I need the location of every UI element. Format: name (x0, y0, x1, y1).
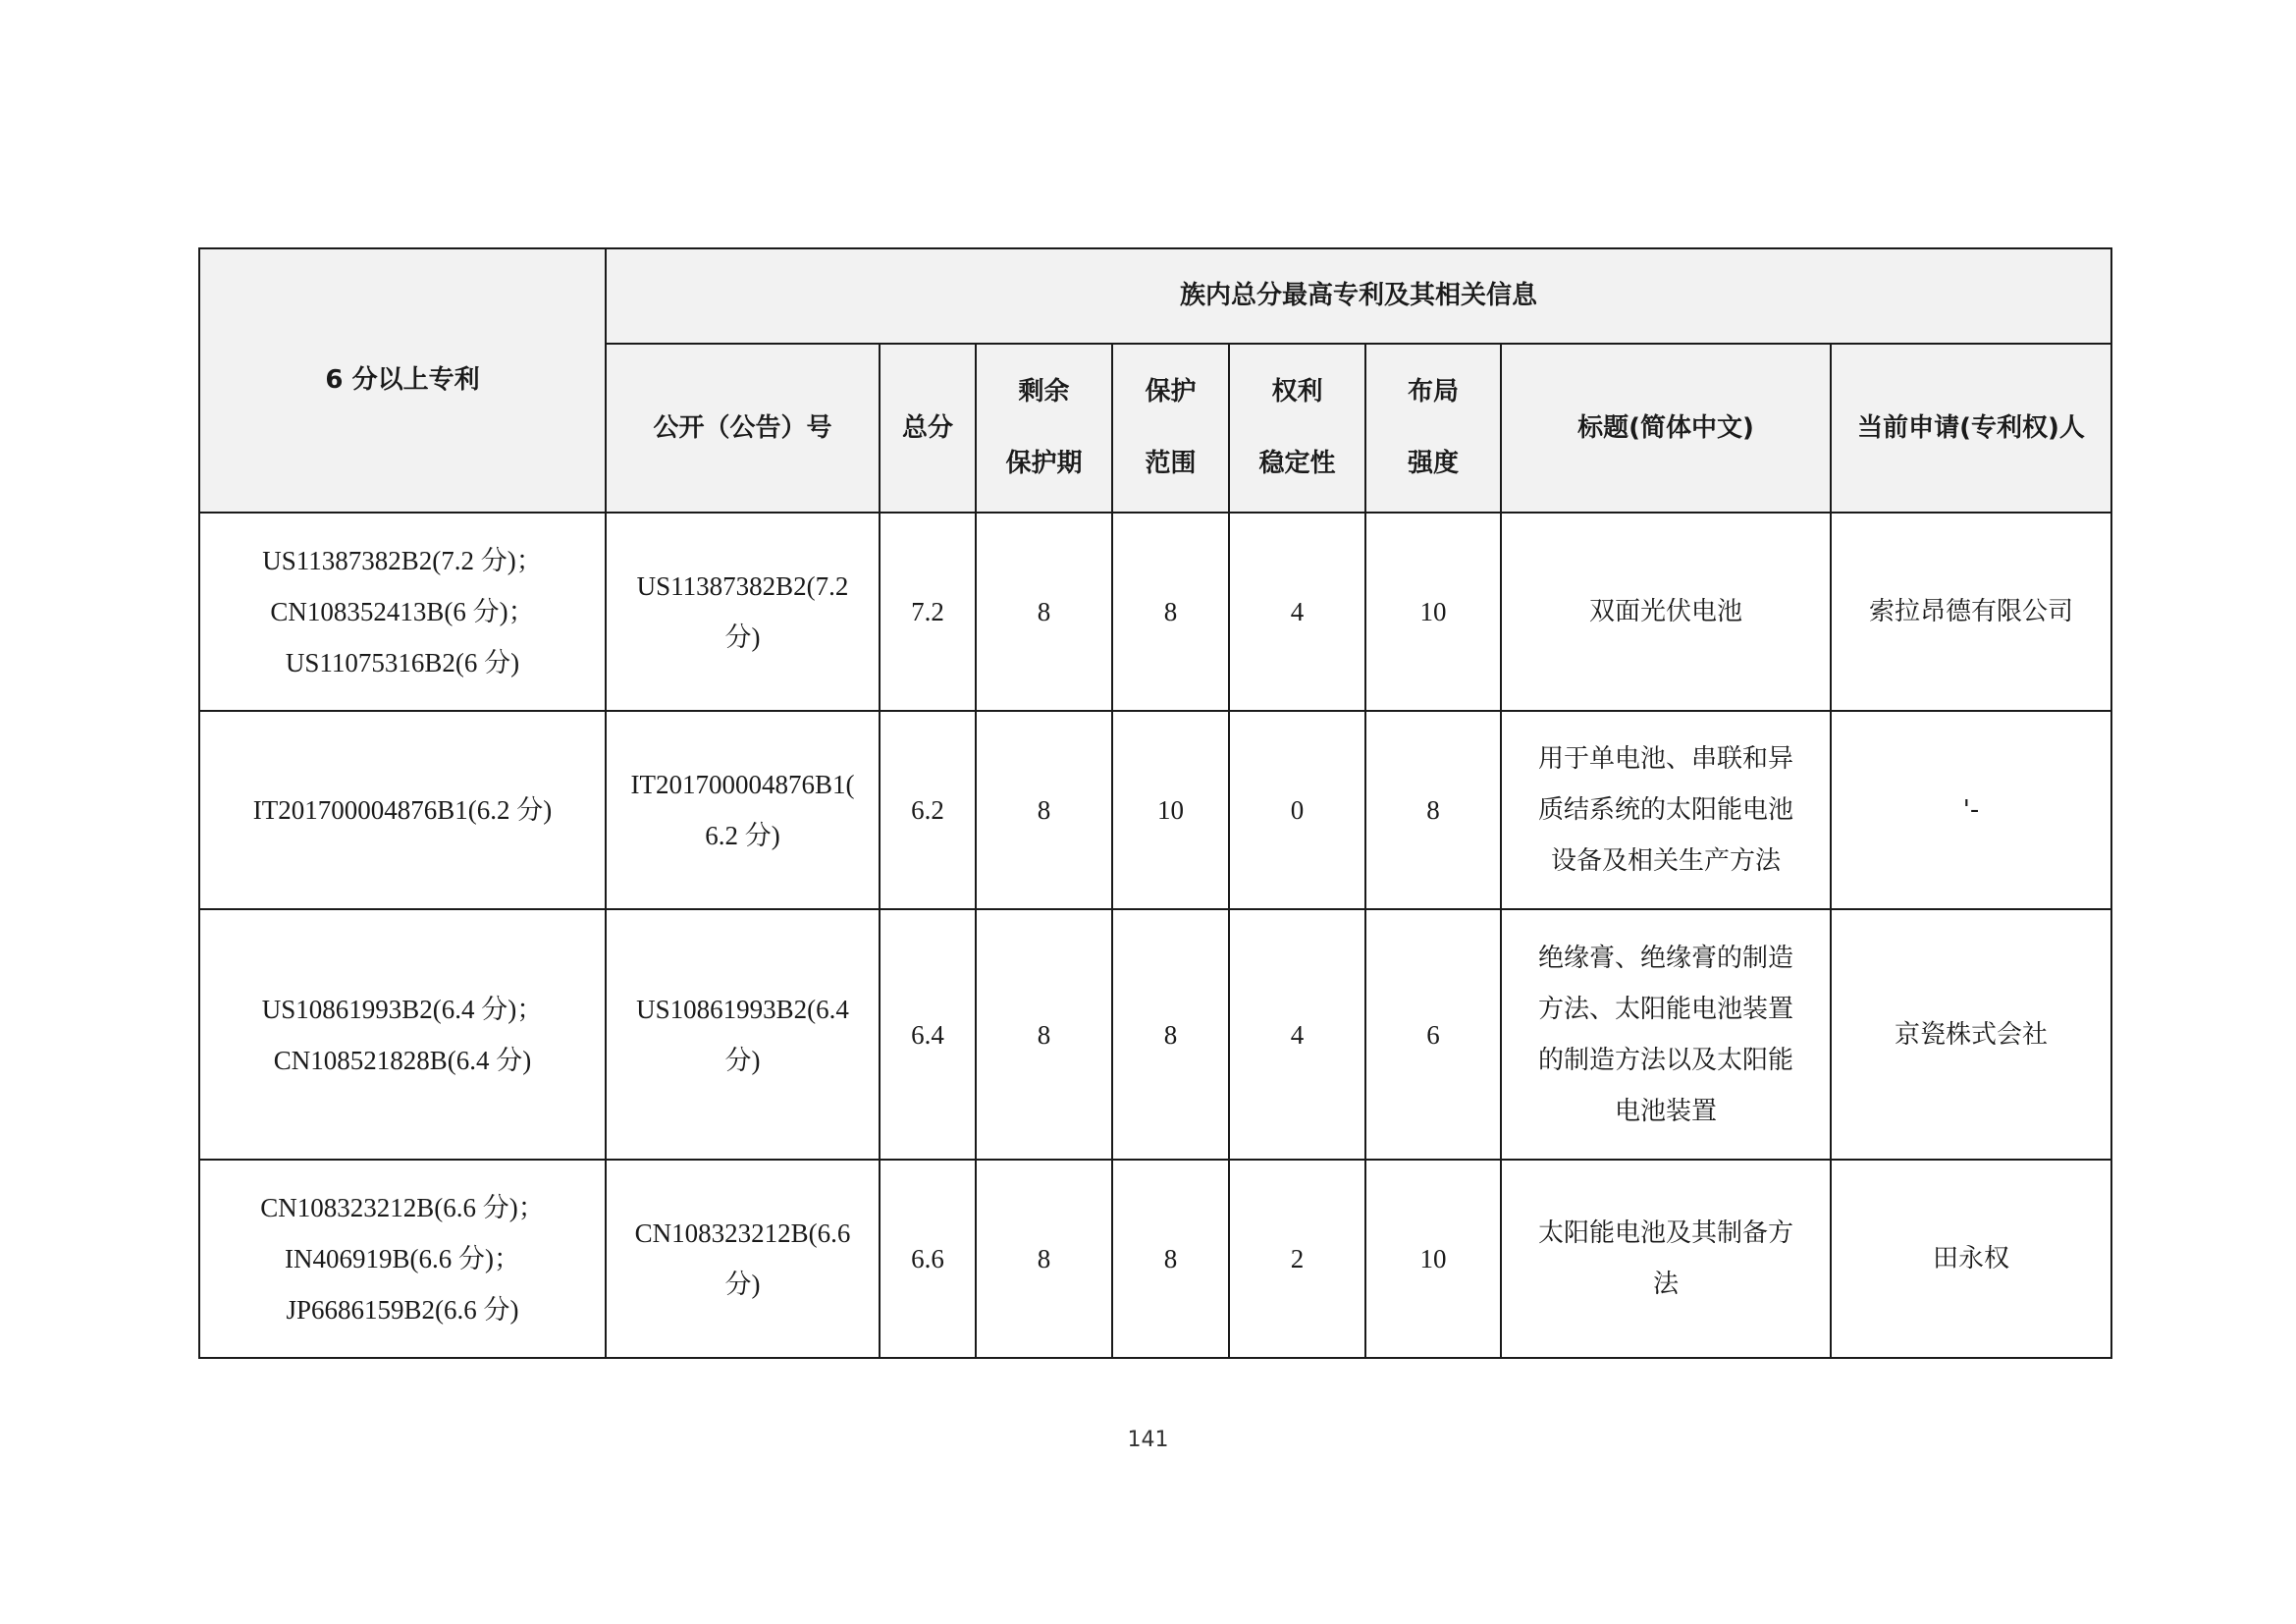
pub-no-line: CN108323212B(6.6 (634, 1218, 851, 1248)
title-line: 用于单电池、串联和异 (1537, 744, 1793, 774)
cell-patents (199, 909, 606, 1160)
header-scope-line-1: 保护 (1145, 377, 1197, 406)
cell-total-score: 6.2 (880, 711, 976, 909)
cell-protection-scope: 8 (1112, 909, 1229, 1160)
header-family-top-patent-info: 族内总分最高专利及其相关信息 (606, 248, 2111, 344)
cell-remaining-protection: 8 (976, 513, 1112, 711)
cell-patents (199, 711, 606, 909)
patent-entry: CN108323212B(6.6 分)； (260, 1193, 545, 1222)
title-line: 绝缘膏、绝缘膏的制造 (1537, 943, 1793, 973)
cell-protection-scope: 10 (1112, 711, 1229, 909)
cell-applicant: 田永权 (1831, 1160, 2111, 1358)
cell-applicant: 京瓷株式会社 (1831, 909, 2111, 1160)
patent-entry: US11075316B2(6 分) (285, 648, 520, 677)
cell-protection-scope: 8 (1112, 1160, 1229, 1358)
title-line: 质结系统的太阳能电池 (1537, 795, 1793, 825)
header-layout-strength (1365, 344, 1501, 513)
cell-applicant: 索拉昂德有限公司 (1831, 513, 2111, 711)
table-row (199, 513, 2111, 711)
cell-title (1501, 513, 1831, 711)
cell-total-score: 7.2 (880, 513, 976, 711)
table-row (199, 711, 2111, 909)
cell-layout-strength: 8 (1365, 711, 1501, 909)
header-six-plus-patents: 6 分以上专利 (199, 248, 606, 513)
header-layout-line-1: 布局 (1407, 377, 1459, 406)
patent-entry: JP6686159B2(6.6 分) (286, 1295, 519, 1325)
title-line: 太阳能电池及其制备方 (1537, 1218, 1793, 1248)
cell-total-score: 6.4 (880, 909, 976, 1160)
cell-title (1501, 711, 1831, 909)
header-scope-line-2: 范围 (1145, 449, 1197, 478)
patent-entry: US10861993B2(6.4 分)； (261, 994, 544, 1024)
cell-right-stability: 4 (1229, 909, 1365, 1160)
header-right-stability (1229, 344, 1365, 513)
pub-no-line: US10861993B2(6.4 (636, 994, 849, 1024)
cell-right-stability: 2 (1229, 1160, 1365, 1358)
patent-table (198, 247, 2112, 1359)
header-total-score: 总分 (880, 344, 976, 513)
header-remaining-protection (976, 344, 1112, 513)
header-applicant: 当前申请(专利权)人 (1831, 344, 2111, 513)
patent-entry: US11387382B2(7.2 分)； (262, 546, 543, 575)
cell-total-score: 6.6 (880, 1160, 976, 1358)
patent-entry: IT201700004876B1(6.2 分) (252, 795, 553, 825)
pub-no-line: 分) (724, 1270, 761, 1299)
header-title: 标题(简体中文) (1501, 344, 1831, 513)
header-pub-no: 公开（公告）号 (606, 344, 880, 513)
cell-right-stability: 0 (1229, 711, 1365, 909)
pub-no-line: 6.2 分) (705, 821, 780, 850)
patent-entry: CN108521828B(6.4 分) (273, 1045, 532, 1075)
pub-no-line: 分) (724, 623, 761, 652)
cell-applicant: '- (1831, 711, 2111, 909)
header-remaining-line-1: 剩余 (1018, 377, 1070, 406)
header-stability-line-2: 稳定性 (1258, 449, 1336, 478)
cell-title (1501, 909, 1831, 1160)
cell-title (1501, 1160, 1831, 1358)
title-line: 双面光伏电池 (1588, 597, 1742, 626)
patent-entry: CN108352413B(6 分)； (270, 597, 535, 626)
page-number: 141 (1127, 1428, 1169, 1452)
patent-entry: IN406919B(6.6 分)； (285, 1244, 520, 1273)
cell-remaining-protection: 8 (976, 909, 1112, 1160)
title-line: 电池装置 (1614, 1096, 1717, 1126)
cell-remaining-protection: 8 (976, 711, 1112, 909)
cell-protection-scope: 8 (1112, 513, 1229, 711)
cell-layout-strength: 10 (1365, 513, 1501, 711)
pub-no-line: US11387382B2(7.2 (636, 571, 849, 601)
title-line: 方法、太阳能电池装置 (1537, 994, 1793, 1024)
cell-layout-strength: 6 (1365, 909, 1501, 1160)
pub-no-line: IT201700004876B1( (630, 770, 855, 799)
table-row (199, 909, 2111, 1160)
cell-right-stability: 4 (1229, 513, 1365, 711)
title-line: 的制造方法以及太阳能 (1537, 1045, 1793, 1075)
cell-patents (199, 1160, 606, 1358)
header-layout-line-2: 强度 (1407, 449, 1459, 478)
header-remaining-line-2: 保护期 (1005, 449, 1083, 478)
header-stability-line-1: 权利 (1271, 377, 1323, 406)
cell-layout-strength: 10 (1365, 1160, 1501, 1358)
cell-patents (199, 513, 606, 711)
header-protection-scope (1112, 344, 1229, 513)
title-line: 设备及相关生产方法 (1550, 846, 1781, 876)
table-row (199, 1160, 2111, 1358)
cell-pub-no (606, 513, 880, 711)
title-line: 法 (1652, 1270, 1679, 1299)
cell-remaining-protection: 8 (976, 1160, 1112, 1358)
cell-pub-no (606, 909, 880, 1160)
cell-pub-no (606, 1160, 880, 1358)
pub-no-line: 分) (724, 1045, 761, 1075)
cell-pub-no (606, 711, 880, 909)
